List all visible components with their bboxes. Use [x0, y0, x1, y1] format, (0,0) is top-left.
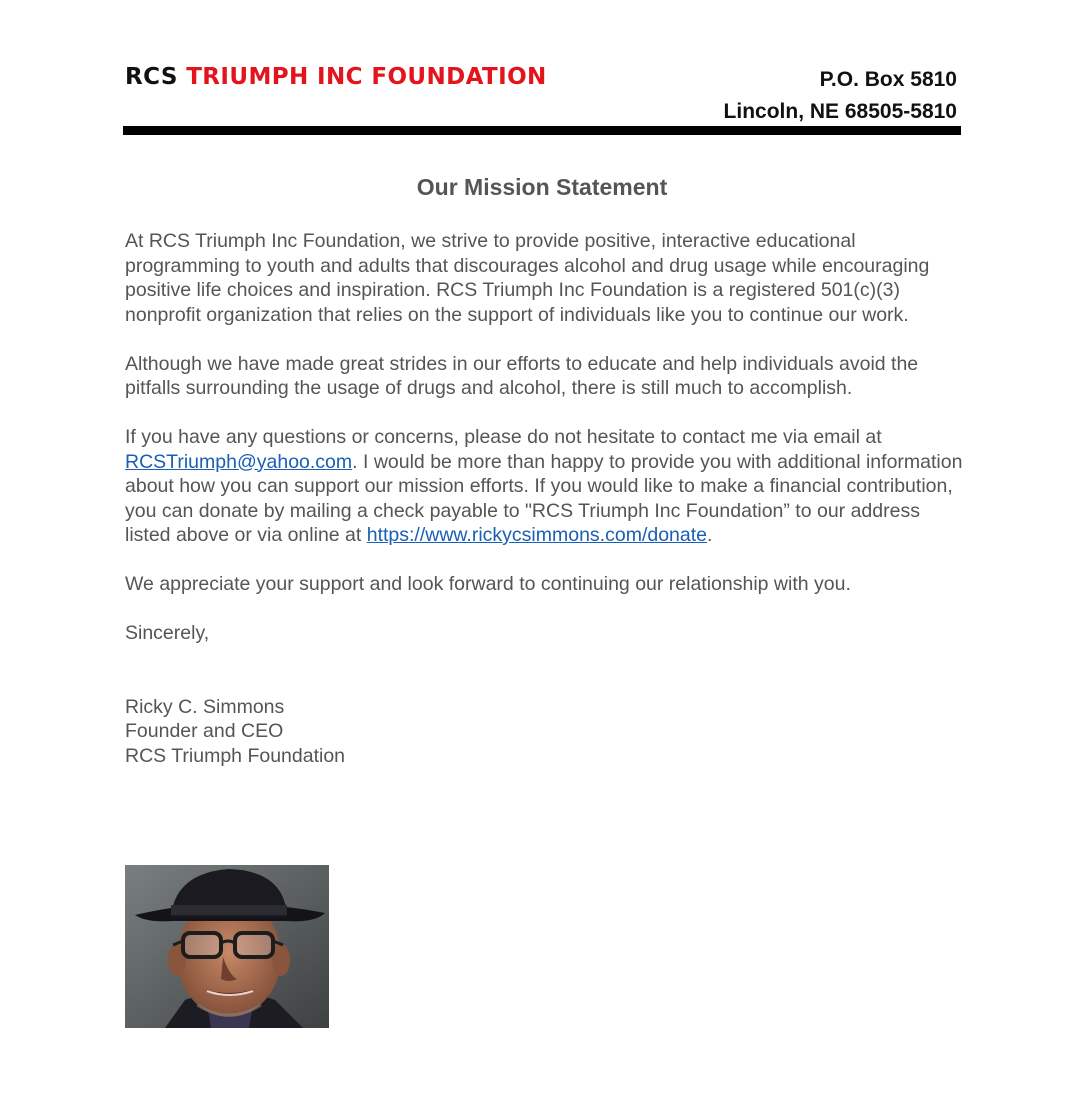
signer-name: Ricky C. Simmons — [125, 695, 285, 718]
organization-name-prefix: RCS — [125, 64, 178, 90]
progress-paragraph: Although we have made great strides in our efforts to educate and help individuals avoid the pitfalls surrounding the usage of drugs and alcohol, there is still much to accomplish. — [125, 352, 919, 399]
contact-paragraph — [125, 425, 965, 548]
contact-intro-text: If you have any questions or concerns, please do not hesitate to contact me via email at — [125, 426, 882, 448]
donate-link[interactable]: https://www.rickycsimmons.com/donate — [366, 524, 708, 546]
mission-paragraph: At RCS Triumph Inc Foundation, we strive to provide positive, interactive educational programming to youth and adults that discourages alcohol and drug usage while encouraging positive life choices and inspiration. RCS Triumph Inc Foundation is a registered 501(c)(3) nonprofit organization that relies on the support of individuals like you to continue our work. — [125, 230, 930, 326]
letter-body — [125, 229, 965, 793]
address-po-box: P.O. Box 5810 — [819, 68, 957, 91]
closing-salutation: Sincerely, — [125, 622, 210, 644]
organization-name — [125, 64, 547, 90]
mailing-address — [724, 64, 957, 128]
email-link[interactable]: RCSTriumph@yahoo.com — [125, 450, 353, 473]
portrait-illustration — [125, 865, 329, 1028]
signer-role: Founder and CEO — [125, 720, 284, 742]
signer-organization: RCS Triumph Foundation — [125, 744, 346, 767]
founder-portrait-photo — [125, 865, 329, 1028]
organization-name-suffix: TRIUMPH INC FOUNDATION — [186, 64, 547, 90]
header-divider — [123, 126, 961, 135]
contact-middle-text: . I would be more than happy to provide you with additional information about how you can support our mission efforts. If you would like to make a financial contribution, you can donate by mailing a check payable to "RCS Triumph Inc Foundation” to our address listed above or via online at — [125, 450, 963, 546]
signature-block — [125, 695, 965, 769]
letterhead — [123, 60, 961, 140]
appreciation-paragraph: We appreciate your support and look forward to continuing our relationship with you. — [125, 573, 851, 595]
contact-end-text: . — [707, 524, 713, 546]
address-city-state-zip: Lincoln, NE 68505-5810 — [723, 100, 957, 123]
page-title: Our Mission Statement — [416, 174, 668, 200]
